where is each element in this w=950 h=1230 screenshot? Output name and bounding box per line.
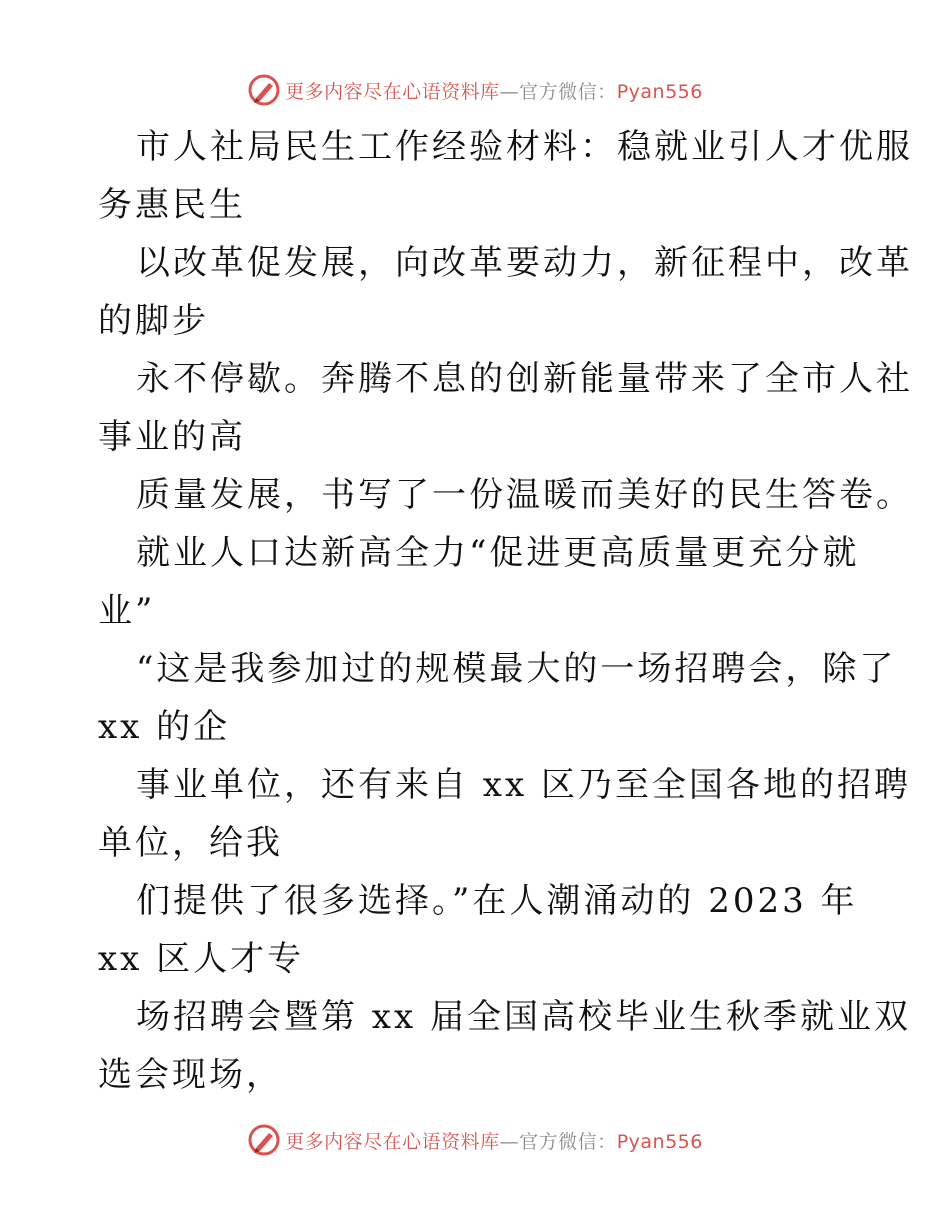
banner-title: 更多内容尽在心语资料库 (285, 80, 500, 103)
doc-line: 以改革促发展，向改革要动力，新征程中，改革 (136, 243, 913, 283)
banner-separator: — (499, 1130, 520, 1153)
doc-line: 业” (98, 591, 156, 631)
doc-line: xx 区人才专 (98, 939, 305, 979)
banner-wechat-id: Pyan556 (616, 80, 703, 103)
doc-line: 的脚步 (98, 301, 209, 341)
document-body (98, 118, 913, 1104)
doc-line: 单位，给我 (98, 823, 283, 863)
doc-line: 事业单位，还有来自 xx 区乃至全国各地的招聘 (136, 765, 911, 805)
doc-line: 们提供了很多选择。”在人潮涌动的 2023 年 (136, 881, 858, 921)
doc-line: “这是我参加过的规模最大的一场招聘会，除了 (136, 649, 897, 689)
doc-line: 永不停歇。奔腾不息的创新能量带来了全市人社 (136, 359, 913, 399)
footer-banner (0, 1120, 950, 1160)
header-banner (0, 70, 950, 110)
doc-line: 市人社局民生工作经验材料：稳就业引人才优服 (136, 127, 913, 167)
doc-line: 务惠民生 (98, 185, 246, 225)
doc-line: 场招聘会暨第 xx 届全国高校毕业生秋季就业双 (136, 997, 911, 1037)
doc-line: 就业人口达新高全力“促进更高质量更充分就 (136, 533, 860, 573)
banner-title: 更多内容尽在心语资料库 (285, 1130, 500, 1153)
banner-wechat-label: 官方微信： (519, 1130, 617, 1153)
banner-wechat-id: Pyan556 (616, 1130, 703, 1153)
doc-line: 质量发展，书写了一份温暖而美好的民生答卷。 (136, 475, 913, 515)
pen-logo-icon (247, 73, 281, 107)
doc-line: 选会现场， (98, 1055, 283, 1095)
banner-separator: — (499, 80, 520, 103)
doc-line: xx 的企 (98, 707, 231, 747)
doc-line: 事业的高 (98, 417, 246, 457)
banner-wechat-label: 官方微信： (519, 80, 617, 103)
pen-logo-icon (247, 1123, 281, 1157)
